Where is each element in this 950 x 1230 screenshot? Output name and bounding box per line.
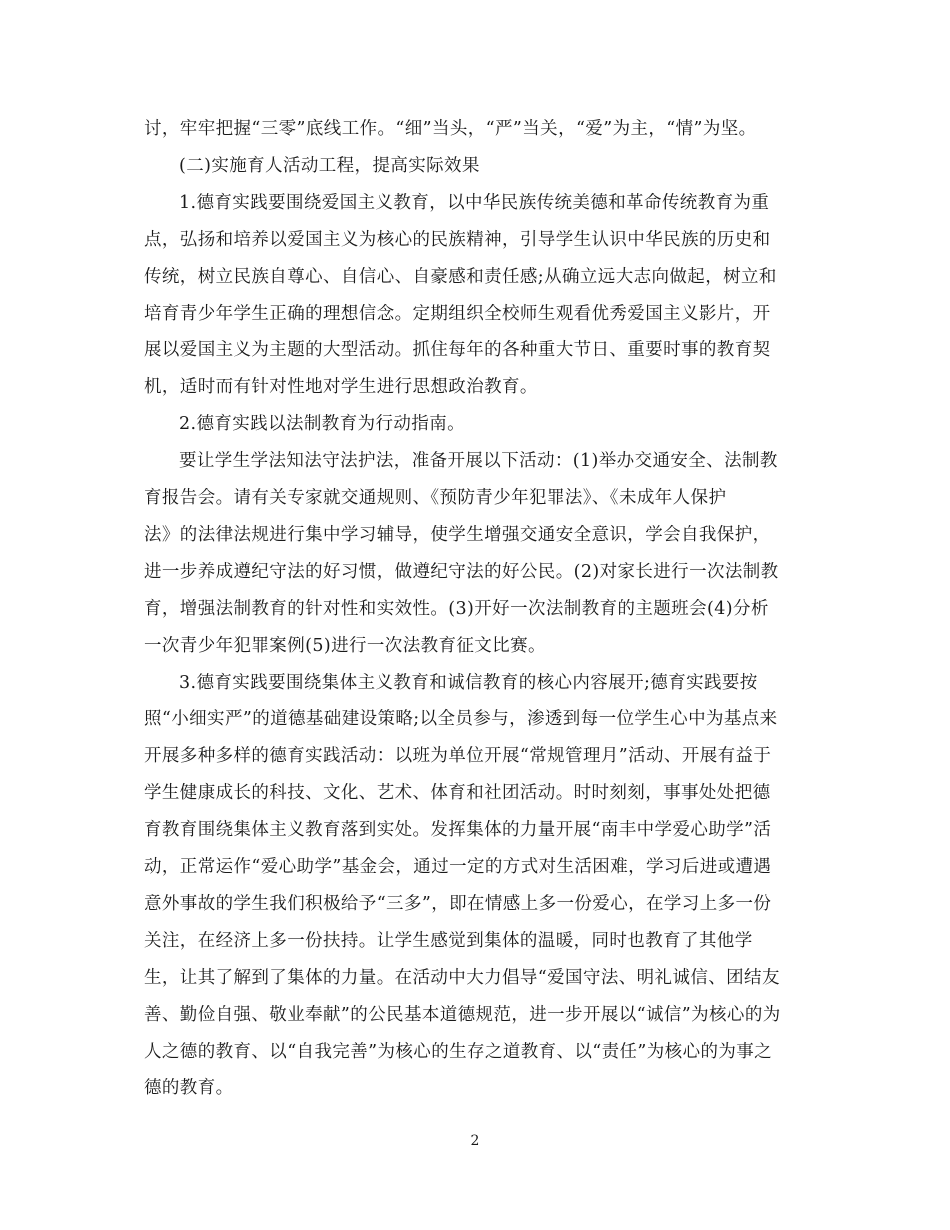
text-line: 进一步养成遵纪守法的好习惯，做遵纪守法的好公民。(2)对家长进行一次法制教 — [144, 561, 779, 582]
text-line: 讨，牢牢把握“三零”底线工作。“细”当头，“严”当关，“爱”为主，“情”为坚。 — [144, 119, 757, 139]
section-heading: (二)实施育人活动工程，提高实际效果 — [179, 155, 480, 176]
text-line: 育报告会。请有关专家就交通规则、《预防青少年犯罪法》、《未成年人保护 — [144, 488, 727, 508]
text-line: 照“小细实严”的道德基础建设策略;以全员参与，渗透到每一位学生心中为基点来 — [144, 709, 778, 730]
text-line: 意外事故的学生我们积极给予“三多”，即在情感上多一份爱心，在学习上多一份 — [144, 893, 772, 914]
text-line: 育教育围绕集体主义教育落到实处。发挥集体的力量开展“南丰中学爱心助学”活 — [144, 820, 772, 841]
text-line: 点，弘扬和培养以爱国主义为核心的民族精神，引导学生认识中华民族的历史和 — [144, 229, 771, 250]
text-line: 一次青少年犯罪案例(5)进行一次法教育征文比赛。 — [144, 635, 546, 656]
text-line: 培育青少年学生正确的理想信念。定期组织全校师生观看优秀爱国主义影片，开 — [144, 303, 771, 324]
text-line: 育，增强法制教育的针对性和实效性。(3)开好一次法制教育的主题班会(4)分析 — [144, 598, 769, 619]
text-line: 法》的法律法规进行集中学习辅导，使学生增强交通安全意识，学会自我保护， — [144, 524, 771, 545]
text-line: 动，正常运作“爱心助学”基金会，通过一定的方式对生活困难，学习后进或遭遇 — [144, 857, 772, 877]
text-line: 德的教育。 — [144, 1078, 234, 1099]
text-line: 传统，树立民族自尊心、自信心、自豪感和责任感;从确立远大志向做起，树立和 — [144, 266, 777, 287]
text-line: 展以爱国主义为主题的大型活动。抓住每年的各种重大节日、重要时事的教育契 — [144, 340, 771, 361]
text-line: 人之德的教育、以“自我完善”为核心的生存之道教育、以“责任”为核心的为事之 — [144, 1041, 773, 1062]
text-line: 生，让其了解到了集体的力量。在活动中大力倡导“爱国守法、明礼诚信、团结友 — [144, 967, 780, 988]
text-line: 3.德育实践要围绕集体主义教育和诚信教育的核心内容展开;德育实践要按 — [179, 672, 758, 693]
text-line: 机，适时而有针对性地对学生进行思想政治教育。 — [144, 377, 538, 398]
text-line: 学生健康成长的科技、文化、艺术、体育和社团活动。时时刻刻，事事处处把德 — [144, 783, 771, 804]
text-line: 2.德育实践以法制教育为行动指南。 — [179, 414, 465, 435]
text-line: 关注，在经济上多一份扶持。让学生感觉到集体的温暖，同时也教育了其他学 — [144, 930, 753, 951]
page-number: 2 — [470, 1133, 480, 1149]
text-line: 开展多种多样的德育实践活动：以班为单位开展“常规管理月”活动、开展有益于 — [144, 746, 772, 767]
text-line: 1.德育实践要围绕爱国主义教育，以中华民族传统美德和革命传统教育为重 — [179, 192, 770, 213]
text-line: 要让学生学法知法守法护法，准备开展以下活动：(1)举办交通安全、法制教 — [179, 451, 778, 472]
text-line: 善、勤俭自强、敬业奉献”的公民基本道德规范，进一步开展以“诚信”为核心的为 — [144, 1004, 781, 1025]
